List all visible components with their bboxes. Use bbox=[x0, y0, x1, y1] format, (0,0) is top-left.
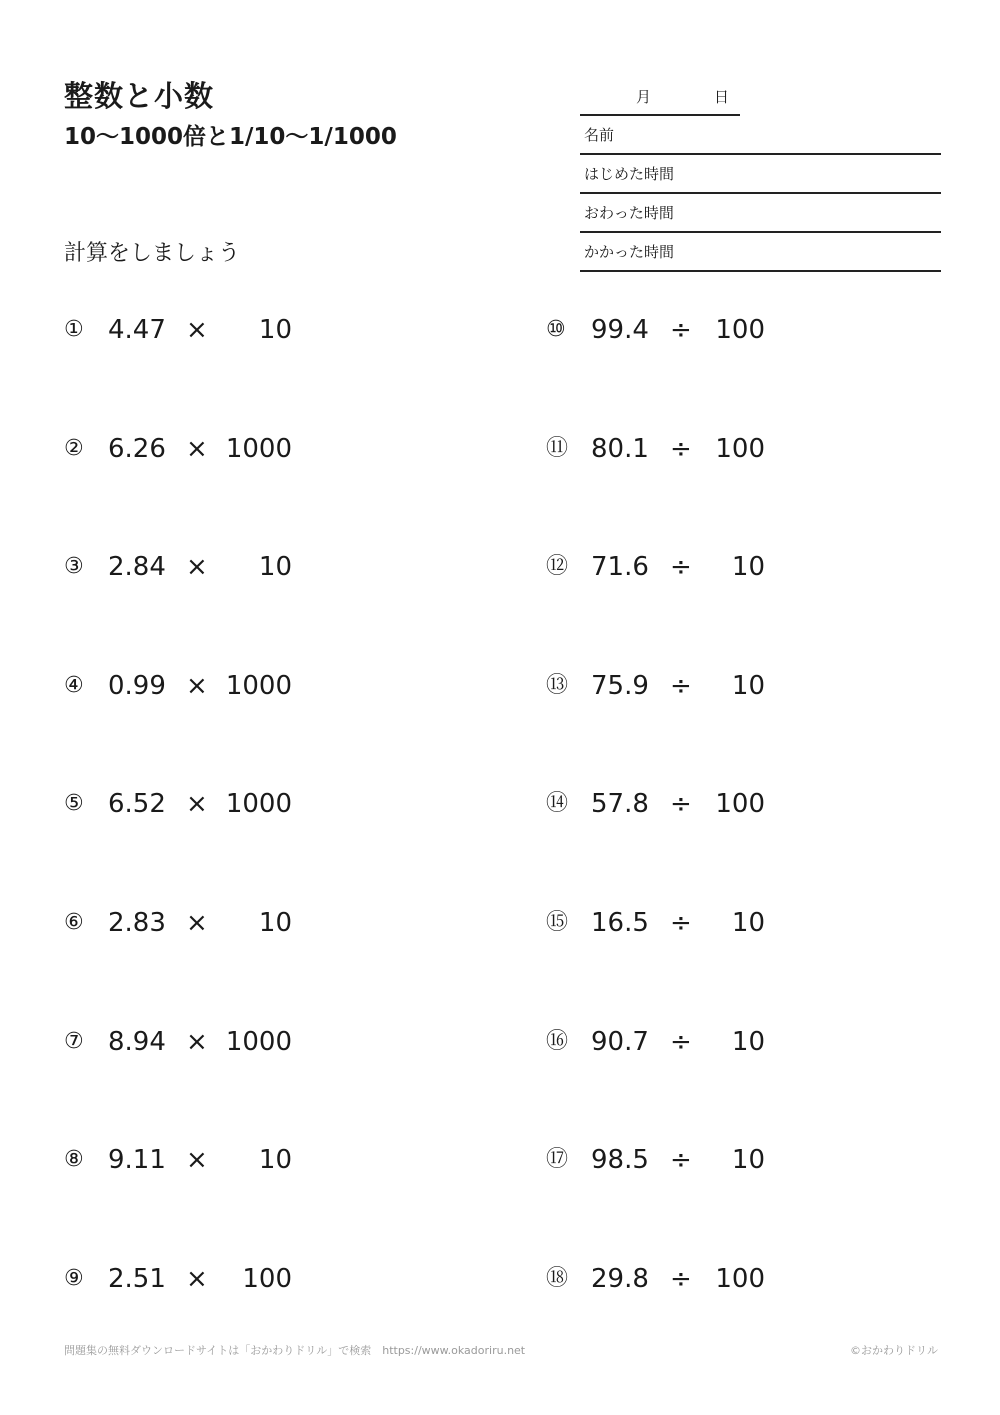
operand-a: 99.4 bbox=[591, 315, 649, 345]
footer-copyright: ©おかわりドリル bbox=[850, 1344, 938, 1357]
problem-number: ② bbox=[64, 435, 84, 461]
problem-item bbox=[64, 784, 304, 824]
operand-a: 2.51 bbox=[108, 1263, 166, 1294]
problem-item bbox=[64, 310, 304, 350]
operand-b: 10 bbox=[731, 1145, 765, 1176]
end-time-label: おわった時間 bbox=[584, 204, 674, 222]
month-label: 月 bbox=[636, 88, 652, 106]
operand-b: 100 bbox=[242, 1263, 292, 1294]
problem-item bbox=[546, 310, 786, 350]
problem-number: ① bbox=[64, 317, 84, 342]
operand-a: 9.11 bbox=[108, 1145, 166, 1176]
operator: × bbox=[186, 552, 208, 583]
operator: × bbox=[186, 908, 208, 938]
operand-a: 16.5 bbox=[591, 908, 649, 938]
operator: × bbox=[186, 789, 208, 820]
operand-a: 0.99 bbox=[108, 670, 166, 701]
problem-item bbox=[546, 1259, 786, 1299]
problem-item bbox=[546, 547, 786, 587]
page-subtitle: 10〜1000倍と1/10〜1/1000 bbox=[64, 124, 397, 150]
operator: ÷ bbox=[670, 1145, 692, 1176]
operator: ÷ bbox=[670, 1026, 692, 1057]
problem-number: ⑬ bbox=[546, 672, 569, 698]
operand-b: 1000 bbox=[225, 1026, 292, 1057]
problem-number: ④ bbox=[64, 672, 84, 698]
operator: ÷ bbox=[670, 670, 692, 701]
problem-item bbox=[64, 429, 304, 469]
problem-number: ⑪ bbox=[546, 435, 569, 461]
operand-b: 100 bbox=[715, 315, 765, 345]
footer-note: 問題集の無料ダウンロードサイトは「おかわりドリル」で検索 https://www.okadoriru.net bbox=[64, 1344, 526, 1357]
operand-b: 100 bbox=[715, 1263, 765, 1294]
elapsed-time-label: かかった時間 bbox=[584, 243, 675, 261]
problem-item bbox=[546, 429, 786, 469]
operator: ÷ bbox=[670, 1263, 692, 1294]
problem-number: ⑧ bbox=[64, 1147, 84, 1173]
problem-item bbox=[64, 1022, 304, 1062]
student-info-box bbox=[580, 80, 941, 272]
problem-number: ⑭ bbox=[546, 791, 569, 817]
problem-item bbox=[546, 1022, 786, 1062]
operator: ÷ bbox=[670, 908, 692, 938]
problem-number: ⑦ bbox=[64, 1028, 84, 1054]
operand-a: 90.7 bbox=[591, 1026, 649, 1057]
problem-number: ⑯ bbox=[546, 1028, 569, 1054]
operand-a: 80.1 bbox=[591, 433, 649, 464]
start-time-field[interactable] bbox=[580, 155, 941, 194]
problem-number: ⑮ bbox=[546, 910, 569, 935]
date-field[interactable] bbox=[580, 80, 740, 116]
operand-a: 29.8 bbox=[591, 1263, 649, 1294]
operator: ÷ bbox=[670, 433, 692, 464]
problem-item bbox=[546, 666, 786, 706]
problem-number: ⑥ bbox=[64, 910, 84, 935]
operand-b: 10 bbox=[731, 552, 765, 583]
operand-a: 6.52 bbox=[108, 789, 166, 820]
problem-number: ⑰ bbox=[546, 1147, 569, 1173]
operator: × bbox=[186, 1263, 208, 1294]
operand-a: 8.94 bbox=[108, 1026, 166, 1057]
problem-item bbox=[64, 666, 304, 706]
operand-a: 2.83 bbox=[108, 908, 166, 938]
operand-a: 4.47 bbox=[108, 315, 166, 345]
problem-number: ③ bbox=[64, 554, 84, 580]
problem-number: ⑤ bbox=[64, 791, 84, 817]
operator: ÷ bbox=[670, 315, 692, 345]
name-label: 名前 bbox=[584, 126, 615, 144]
operand-b: 1000 bbox=[225, 433, 292, 464]
problem-item bbox=[64, 547, 304, 587]
operand-b: 10 bbox=[258, 552, 292, 583]
operator: × bbox=[186, 315, 208, 345]
operand-a: 75.9 bbox=[591, 670, 649, 701]
problem-number: ⑨ bbox=[64, 1265, 84, 1291]
problem-item bbox=[64, 1259, 304, 1299]
operand-a: 2.84 bbox=[108, 552, 166, 583]
operator: × bbox=[186, 433, 208, 464]
day-label: 日 bbox=[714, 88, 730, 106]
operator: × bbox=[186, 1145, 208, 1176]
operand-b: 10 bbox=[731, 1026, 765, 1057]
operand-b: 100 bbox=[715, 789, 765, 820]
operator: × bbox=[186, 1026, 208, 1057]
problem-item bbox=[546, 784, 786, 824]
elapsed-time-field[interactable] bbox=[580, 233, 941, 272]
name-field[interactable] bbox=[580, 116, 941, 155]
problem-number: ⑫ bbox=[546, 554, 569, 580]
problem-item bbox=[64, 1140, 304, 1180]
problem-number: ⑩ bbox=[546, 317, 566, 342]
operand-b: 10 bbox=[258, 908, 292, 938]
operand-b: 100 bbox=[715, 433, 765, 464]
operand-a: 57.8 bbox=[591, 789, 649, 820]
operand-b: 10 bbox=[731, 908, 765, 938]
operator: ÷ bbox=[670, 789, 692, 820]
operand-b: 1000 bbox=[225, 789, 292, 820]
operand-b: 10 bbox=[258, 1145, 292, 1176]
operand-a: 98.5 bbox=[591, 1145, 649, 1176]
operand-b: 10 bbox=[258, 315, 292, 345]
problem-item bbox=[546, 1140, 786, 1180]
problem-item bbox=[546, 903, 786, 943]
start-time-label: はじめた時間 bbox=[584, 165, 675, 183]
end-time-field[interactable] bbox=[580, 194, 941, 233]
problem-number: ⑱ bbox=[546, 1265, 569, 1291]
operator: ÷ bbox=[670, 552, 692, 583]
page-title: 整数と小数 bbox=[64, 79, 215, 113]
operand-a: 71.6 bbox=[591, 552, 649, 583]
operator: × bbox=[186, 670, 208, 701]
instruction-text: 計算をしましょう bbox=[64, 241, 241, 266]
problem-item bbox=[64, 903, 304, 943]
operand-b: 10 bbox=[731, 670, 765, 701]
operand-a: 6.26 bbox=[108, 433, 166, 464]
operand-b: 1000 bbox=[225, 670, 292, 701]
